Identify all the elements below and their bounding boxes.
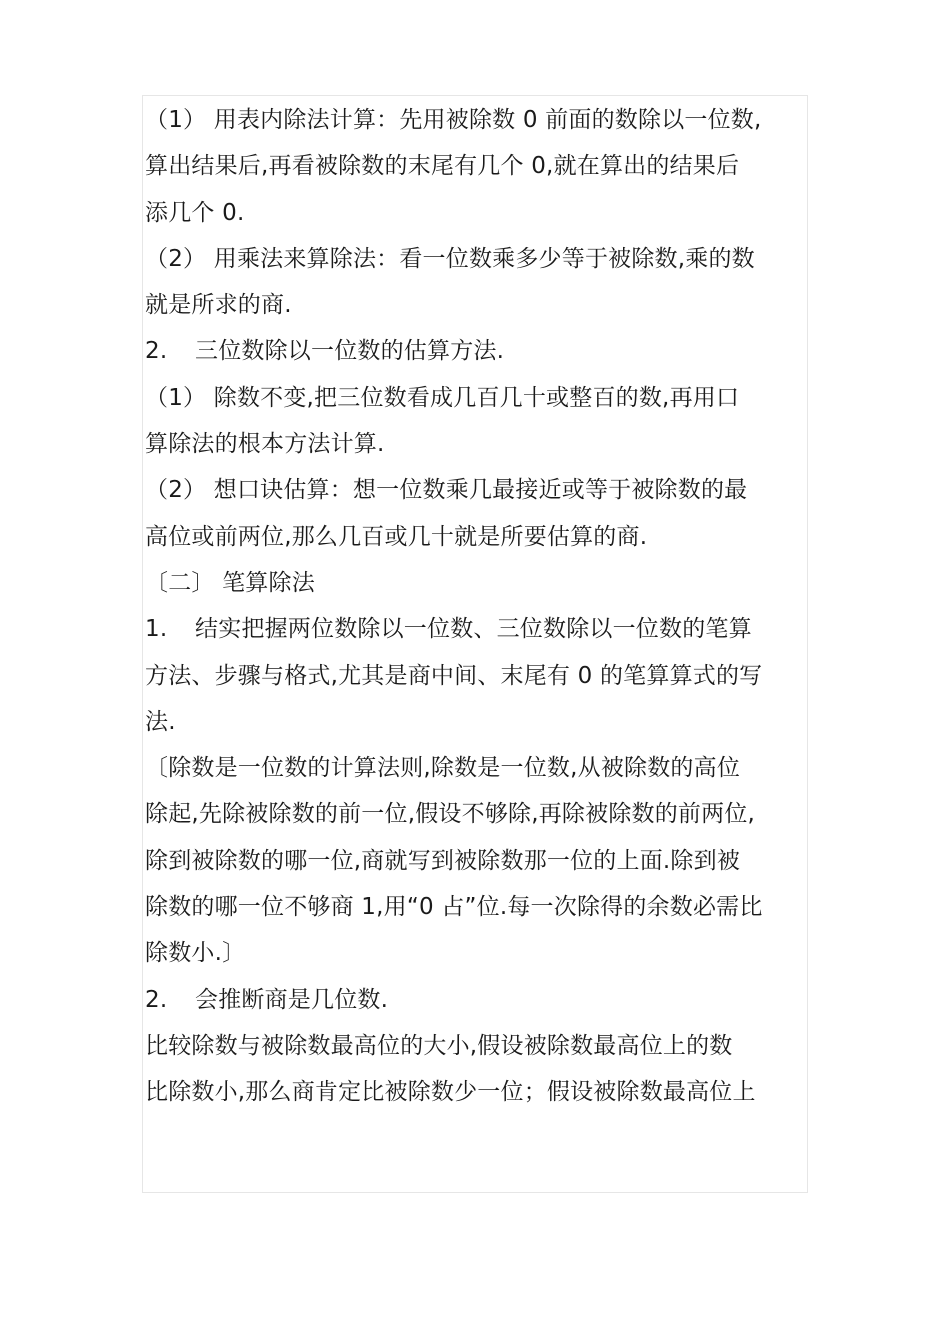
heading-number: 1. [145,616,168,643]
text-line: 算除法的根本方法计算. [145,431,385,458]
numbered-heading [145,977,813,1023]
text-line: 法. [145,708,176,735]
heading-text: 结实把握两位数除以一位数、三位数除以一位数的笔算 [195,616,752,643]
text-line: 除数小.〕 [145,940,246,967]
text-line: 比除数小,那么商肯定比被除数少一位；假设被除数最高位上 [145,1079,756,1106]
text-line: （2） 用乘法来算除法：看一位数乘多少等于被除数,乘的数 [145,245,755,272]
document-body [145,97,813,1116]
heading-text: 会推断商是几位数. [195,986,389,1013]
text-line: （1） 用表内除法计算：先用被除数 0 前面的数除以一位数, [145,107,762,133]
text-line: 除起,先除被除数的前一位,假设不够除,再除被除数的前两位, [145,801,756,828]
text-line: （2） 想口诀估算：想一位数乘几最接近或等于被除数的最 [145,477,748,504]
text-line: （1） 除数不变,把三位数看成几百几十或整百的数,再用口 [145,384,740,411]
text-line: 除数的哪一位不够商 1,用“0 占”位.每一次除得的余数必需比 [145,894,763,921]
text-line: 就是所求的商. [145,292,292,319]
text-line: 算出结果后,再看被除数的末尾有几个 0,就在算出的结果后 [145,153,740,180]
text-line: 高位或前两位,那么几百或几十就是所要估算的商. [145,523,648,550]
text-line: 添几个 0. [145,199,245,226]
numbered-heading [145,606,813,652]
text-line: 〔除数是一位数的计算法则,除数是一位数,从被除数的高位 [145,755,741,782]
text-line: 方法、步骤与格式,尤其是商中间、末尾有 0 的笔算算式的写 [145,662,763,689]
text-line: 除到被除数的哪一位,商就写到被除数那一位的上面.除到被 [145,847,741,874]
heading-number: 2. [145,986,168,1013]
section-heading: 〔二〕 笔算除法 [145,569,315,596]
text-line: 比较除数与被除数最高位的大小,假设被除数最高位上的数 [145,1032,733,1059]
numbered-heading [145,328,813,374]
heading-text: 三位数除以一位数的估算方法. [195,338,505,365]
heading-number: 2. [145,338,168,365]
